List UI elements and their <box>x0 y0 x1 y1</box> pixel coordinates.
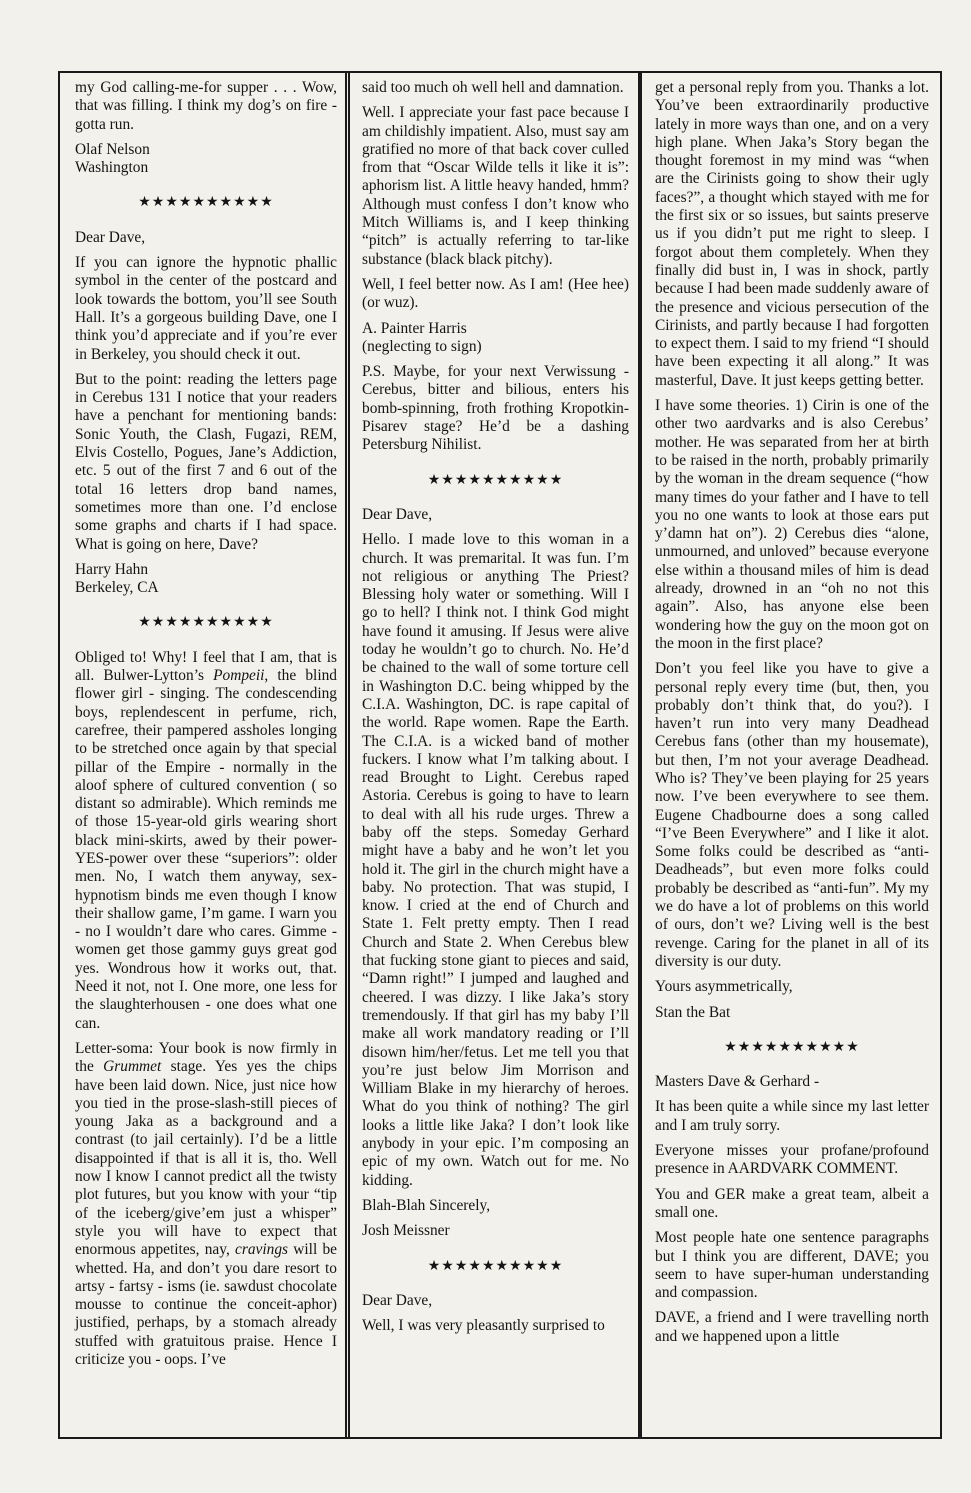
letter-paragraph: get a personal reply from you. Thanks a lot. You’ve been extraordinarily productive lately in more ways than one, and on a very high plane. When Jaka’s Story began the thought foremost in my mind was “when are the Cirinists going to show their ugly faces?”, a thought which stayed with me for the first six or so issues, but saints preserve us if you didn’t put me right to sleep. I forgot about them completely. When they finally did bust in, I was in shock, partly because I had been made suddenly aware of the presence and vicious persecution of the Cirinists, and partly because I had forgotten to expect them. I said to my friend “I should have been expecting it all along.” It was masterful, Dave. It just keeps getting better. <box>655 79 929 389</box>
letter-paragraph: Well. I appreciate your fast pace because I am childishly impatient. Also, must say am gratified no more of that back cover culled from that “Oscar Wilde tells it like it is”: aphorism list. A little heavy handed, hmm? Although must confess I don’t know who Mitch Williams is, and I keep thinking “pitch” is actually referring to tar-like substance (black black pitchy). <box>362 104 629 268</box>
star-separator: ★★★★★★★★★★ <box>427 471 564 488</box>
letter-paragraph: DAVE, a friend and I were travelling north and we happened upon a little <box>655 1309 929 1345</box>
letter-paragraph: Well, I was very pleasantly surprised to <box>362 1317 605 1335</box>
letter-paragraph: If you can ignore the hypnotic phallic symbol in the center of the postcard and look towards the bottom, you’ll see South Hall. It’s a gorgeous building Dave, one I think you’d appreciate and if you’re ever in Berkeley, you should check it out. <box>75 254 337 363</box>
letter-paragraph: But to the point: reading the letters page in Cerebus 131 I notice that your readers have a penchant for mentioning bands: Sonic Youth, the Clash, Fugazi, REM, Elvis Costello, Pogues, Jane’s Addiction, etc. 5 out of the first 7 and 6 out of the total 16 letters drop band names, sometimes more than one. I’d enclose some graphs and charts if I had space. What is going on here, Dave? <box>75 370 337 553</box>
letter-paragraph: It has been quite a while since my last letter and I am truly sorry. <box>655 1098 929 1134</box>
star-separator: ★★★★★★★★★★ <box>138 614 274 631</box>
text-run: , the blind flower girl - singing. The condescending boys, replendescent in perfume, rich, carefree, their pampered assholes longing to be stretched once again by that special pillar of the Empire - normally in the aloof sphere of cultured convention ( so distant so admirable). Which reminds me of those 15-year-old girls wearing short black mini-skirts, awed by their power-YES-power over these “superiors”: older men. No, I watch them anyway, sex-hypnotism binds me even though I know their shallow game, I’m game. I warn you - no I wouldn’t dare who cares. Gimme - women get those gammy guys great god yes. Wondrous how it works out, that. Need it not, not I. One more, one less for the slaughterhousen - one does what one can. <box>75 667 337 1032</box>
salutation: Dear Dave, <box>362 505 433 523</box>
signature <box>75 561 337 598</box>
letter-paragraph <box>75 1040 337 1369</box>
signature-place: Berkeley, CA <box>75 579 159 597</box>
signature <box>362 320 629 357</box>
text-run: stage. Yes yes the chips have been laid down. Nice, just nice how you tied in the prose-slash-still pieces of young Jaka as a background and a contrast (to jail certainly). I’d be a little disappointed if that is all it is, tho. Well now I know I cannot predict all the twisty plot futures, but you know with your “tip of the iceberg/give’em just a whisper” style you will have to expect that enormous appetites, nay, <box>75 1058 338 1259</box>
salutation: Dear Dave, <box>362 1291 433 1309</box>
letter-paragraph <box>75 649 337 1033</box>
text-run: Obliged to! Why! I feel that I am, that is all. Bulwer-Lytton’s <box>75 648 337 685</box>
letter-paragraph: P.S. Maybe, for your next Verwissung - Cerebus, bitter and bilious, enters his bomb-spinning, froth frothing Kropotkin-Pisarev stage? He’d be a dashing Petersburg Nihilist. <box>362 363 629 454</box>
letter-paragraph: my God calling-me-for supper . . . Wow, that was filling. I think my dog’s on fire - gotta run. <box>75 79 337 133</box>
text-run: will be whetted. Ha, and don’t you dare resort to artsy - fartsy - isms (ie. sawdust chocolate mousse to continue the conceit-aphor) justified, perhaps, by a stomach already stuffed with gratuitous praise. Hence I criticize you - oops. I’ve <box>75 1241 337 1368</box>
letter-paragraph: Everyone misses your profane/profound presence in AARDVARK COMMENT. <box>655 1142 929 1178</box>
letter-paragraph: Don’t you feel like you have to give a personal reply every time (but, then, you probably don’t think that, do you?). I haven’t run into very many Deadhead Cerebus fans (other than my housemate), but then, I’m not your average Deadhead. Who is? They’ve been playing for 25 years now. I’ve been everywhere to see them. Eugene Chadbourne does a song called “I’ve Been Everywhere” and I like it alot. Some folks could be described as “anti-Deadheads”, but even more folks could probably be described as “anti-fun”. My my we do have a lot of problems on this world of ours, don’t we? Living well is the best revenge. Caring for the planet in all of its diversity is our duty. <box>655 660 929 970</box>
letter-paragraph: You and GER make a great team, albeit a small one. <box>655 1185 929 1221</box>
signature-name: A. Painter Harris <box>362 319 467 337</box>
signature-note: (neglecting to sign) <box>362 337 482 355</box>
star-separator: ★★★★★★★★★★ <box>427 1257 564 1274</box>
signature-name: Josh Meissner <box>362 1222 450 1240</box>
letter-paragraph: I have some theories. 1) Cirin is one of the other two aardvarks and is also Cerebus’ mother. He was separated from her at birth to be raised in the north, probably primarily by the woman in the dream sequence (“how many times do your father and I have to tell you no one wants to look at those ears put y’damn hat on”). 2) Cerebus dies “alone, unmourned, and unloved” because everyone else within a thousand miles of him is dead already, drowned in an “oh no not this again”. Also, has anyone else been wondering how the guy on the moon got on the moon in the first place? <box>655 397 929 652</box>
letter-paragraph: said too much oh well hell and damnation. <box>362 79 624 96</box>
signature-place: Washington <box>75 159 149 177</box>
letter-paragraph: Well, I feel better now. As I am! (Hee hee) (or wuz). <box>362 275 629 312</box>
letter-paragraph: Hello. I made love to this woman in a church. It was premarital. It was fun. I’m not religious or anything The Priest? Blessing holy water or something. Will I go to hell? I think not. I think God might have found it amusing. If Jesus were alive today he wouldn’t go to church. No. He’d be chained to the wall of some torture cell in Washington D.C. being whipped by the C.I.A. Washington, DC. is rape capital of the world. Rape women. Rape the Earth. The C.I.A. is a wicked band of mother fuckers. I know what I’m talking about. I read Brought to Light. Cerebus raped Astoria. Cerebus is going to have to learn to deal with all his rude urges. Threw a baby off the steps. Someday Gerhard might have a baby and he won’t let you hold it. The girl in the church might have a baby. No protection. That was stupid, I know. I cried at the end of Church and State 1. Felt pretty empty. Then I read Church and State 2. When Cerebus blew that fucking stone giant to pieces and said, “Damn right!” I jumped and laughed and cheered. I was dizzy. I like Jaka’s story tremendously. If that girl has my baby I’ll make all work mandatory reading or I’ll disown him/her/fetus. Let me tell you that you’re just below Jim Morrison and William Blake in my hierarchy of heroes. What do you think of nothing? The girl looks a little like Jaka? I don’t look like anybody in your epic. I’m composing an epic of my own. Watch out for me. No kidding. <box>362 531 629 1189</box>
closing: Yours asymmetrically, <box>655 978 793 996</box>
column-left <box>58 71 350 1439</box>
closing: Blah-Blah Sincerely, <box>362 1196 491 1214</box>
signature-name: Stan the Bat <box>655 1003 731 1021</box>
italic-word: cravings <box>235 1241 289 1259</box>
salutation: Dear Dave, <box>75 228 146 246</box>
italic-title: Pompeii <box>213 667 265 685</box>
column-right <box>638 71 942 1439</box>
text-run: Letter-soma: Your book is now firmly in the <box>75 1039 337 1076</box>
column-middle <box>345 71 642 1439</box>
signature-name: Olaf Nelson <box>75 140 150 158</box>
signature <box>75 141 337 178</box>
italic-title: Grummet <box>103 1058 162 1076</box>
signature-name: Harry Hahn <box>75 560 149 578</box>
star-separator: ★★★★★★★★★★ <box>138 194 274 211</box>
salutation: Masters Dave & Gerhard - <box>655 1073 820 1091</box>
star-separator: ★★★★★★★★★★ <box>724 1038 860 1055</box>
letter-paragraph: Most people hate one sentence paragraphs but I think you are different, DAVE; you seem to have super-human understanding and compassion. <box>655 1229 929 1302</box>
